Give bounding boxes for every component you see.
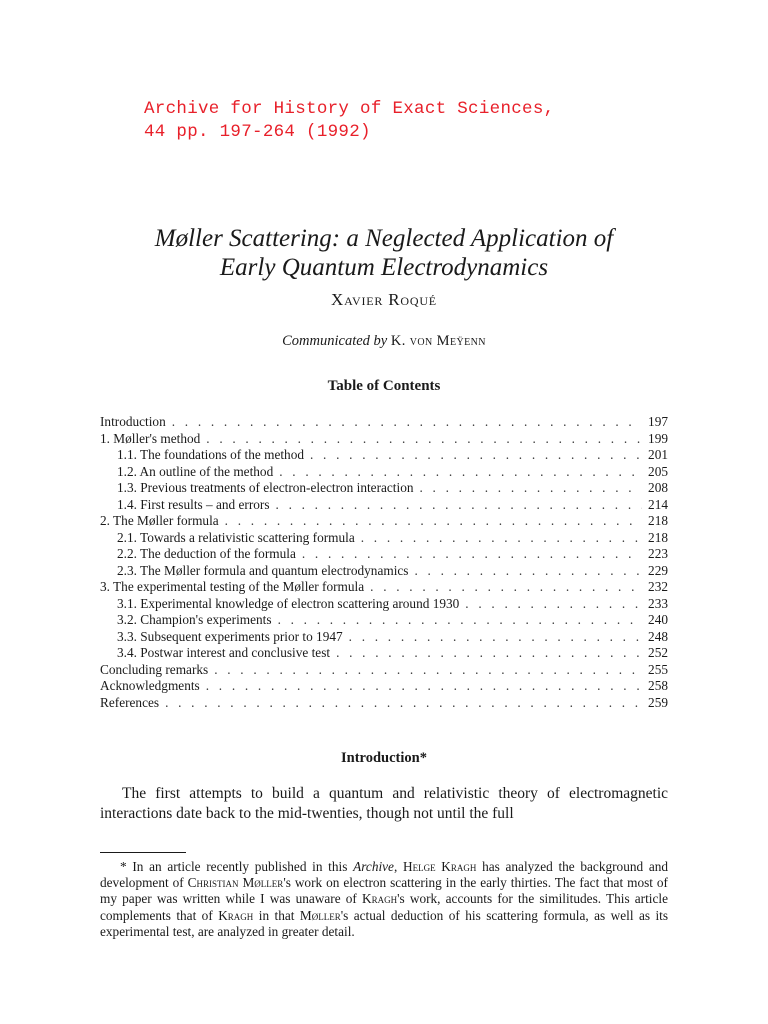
author-name: Xavier Roqué xyxy=(331,290,437,309)
toc-leader-dots xyxy=(414,563,642,580)
footnote xyxy=(100,859,668,940)
toc-entry-page: 197 xyxy=(648,414,668,429)
toc-entry-page: 199 xyxy=(648,430,668,446)
toc-entry xyxy=(100,530,668,547)
introduction-heading: Introduction* xyxy=(341,750,427,766)
toc-entry-page: 232 xyxy=(648,579,668,594)
footnote-archive: Archive xyxy=(353,859,394,874)
footnote-text: 's actual deduction of his scattering formula, as well as its experimental test, are analyzed in greater detail. xyxy=(100,907,669,939)
toc-leader-dots xyxy=(276,497,642,514)
title-line-2: Early Quantum Electrodynamics xyxy=(219,254,549,281)
toc-leader-dots xyxy=(278,612,642,629)
toc-entry-page: 214 xyxy=(648,496,668,512)
footnote-text: 's work, accounts for the similitudes. This article complements that of xyxy=(100,891,668,923)
toc-leader-dots xyxy=(336,645,642,662)
toc-entry xyxy=(100,414,668,431)
communicated-by xyxy=(0,333,768,350)
toc-entry-label: 2.3. The Møller formula and quantum electrodynamics xyxy=(117,562,409,578)
toc-entry xyxy=(100,464,668,481)
toc-entry-label: Acknowledgments xyxy=(100,678,200,693)
table-of-contents xyxy=(100,414,668,711)
toc-entry-label: 2.1. Towards a relativistic scattering formula xyxy=(117,529,355,545)
toc-entry-page: 259 xyxy=(648,694,668,710)
toc-entry xyxy=(100,513,668,530)
toc-heading: Table of Contents xyxy=(327,378,441,394)
toc-leader-dots xyxy=(310,447,642,464)
stamp-line-1: Archive for History of Exact Sciences, xyxy=(144,99,555,119)
toc-entry-label: Introduction xyxy=(100,414,166,429)
toc-entry-label: 1.1. The foundations of the method xyxy=(117,447,304,462)
toc-leader-dots xyxy=(214,662,642,679)
toc-entry xyxy=(100,497,668,514)
communicated-label: Communicated by xyxy=(282,333,388,349)
toc-entry-page: 240 xyxy=(648,612,668,627)
toc-entry-page: 252 xyxy=(648,645,668,660)
toc-entry-page: 218 xyxy=(648,529,668,545)
toc-entry xyxy=(100,480,668,497)
toc-entry-page: 205 xyxy=(648,463,668,479)
toc-entry-label: 1.3. Previous treatments of electron-electron interaction xyxy=(117,480,414,495)
footnote-text: , xyxy=(393,859,398,874)
footnote-text: 's work on electron scattering in the early thirties. The fact that most of my paper was written while I was unaware of xyxy=(100,875,668,907)
footnote-text: has analyzed the background and development of xyxy=(100,859,669,891)
toc-entry-page: 218 xyxy=(648,513,668,528)
toc-entry-page: 208 xyxy=(648,480,668,495)
toc-entry-label: 3.1. Experimental knowledge of electron scattering around 1930 xyxy=(117,595,460,611)
footnote-rule xyxy=(100,852,186,853)
footnote-moller: Møller xyxy=(299,907,341,923)
toc-leader-dots xyxy=(206,678,642,695)
paper-title xyxy=(0,224,768,282)
toc-leader-dots xyxy=(420,480,643,497)
title-line-1: Møller Scattering: a Neglected Application of xyxy=(154,225,614,252)
toc-leader-dots xyxy=(225,513,642,530)
toc-entry-label: References xyxy=(100,694,160,710)
footnote-kragh: Kragh xyxy=(362,891,398,907)
toc-entry-label: 2. The Møller formula xyxy=(100,513,219,528)
toc-entry-page: 229 xyxy=(648,562,668,578)
toc-entry xyxy=(100,695,668,712)
toc-entry xyxy=(100,678,668,695)
toc-leader-dots xyxy=(279,464,642,481)
toc-entry-page: 201 xyxy=(648,447,668,462)
toc-leader-dots xyxy=(349,629,642,646)
toc-entry-label: 1.4. First results – and errors xyxy=(117,496,270,512)
toc-entry xyxy=(100,546,668,563)
toc-entry-page: 248 xyxy=(648,628,668,644)
toc-leader-dots xyxy=(370,579,642,596)
toc-leader-dots xyxy=(361,530,642,547)
toc-leader-dots xyxy=(465,596,642,613)
toc-entry xyxy=(100,431,668,448)
toc-entry xyxy=(100,662,668,679)
toc-entry xyxy=(100,596,668,613)
toc-entry xyxy=(100,563,668,580)
toc-leader-dots xyxy=(302,546,642,563)
footnote-kragh: Helge Kragh xyxy=(403,859,477,874)
toc-entry xyxy=(100,447,668,464)
toc-entry xyxy=(100,645,668,662)
toc-entry-label: 3.3. Subsequent experiments prior to 1947 xyxy=(117,628,343,644)
toc-entry-label: 3.4. Postwar interest and conclusive test xyxy=(117,645,331,660)
toc-leader-dots xyxy=(165,695,642,712)
toc-entry-label: 3.2. Champion's experiments xyxy=(117,612,272,627)
archive-stamp xyxy=(144,98,554,144)
introduction-paragraph: The first attempts to build a quantum and relativistic theory of electromagnetic interactions date back to the mid-twenties, though not until the full xyxy=(100,785,668,822)
toc-entry-label: 2.2. The deduction of the formula xyxy=(117,546,296,561)
toc-entry-page: 255 xyxy=(648,661,668,677)
toc-entry-page: 233 xyxy=(648,595,668,611)
toc-leader-dots xyxy=(172,414,642,431)
toc-entry-label: 1.2. An outline of the method xyxy=(117,463,274,479)
toc-entry xyxy=(100,612,668,629)
toc-entry-label: Concluding remarks xyxy=(100,661,209,677)
toc-entry-page: 223 xyxy=(648,546,668,561)
toc-entry-label: 3. The experimental testing of the Møller formula xyxy=(100,579,365,594)
stamp-line-2: 44 pp. 197-264 (1992) xyxy=(144,122,371,142)
footnote-text: * In an article recently published in this xyxy=(120,859,348,874)
toc-entry-page: 258 xyxy=(648,678,668,693)
toc-leader-dots xyxy=(206,431,642,448)
footnote-kragh: Kragh xyxy=(218,907,254,923)
footnote-text: in that xyxy=(258,907,295,923)
footnote-moller: Christian Møller xyxy=(187,875,284,891)
toc-entry xyxy=(100,629,668,646)
communicator-name: K. von Meÿenn xyxy=(390,333,486,349)
toc-entry xyxy=(100,579,668,596)
toc-entry-label: 1. Møller's method xyxy=(100,430,201,446)
